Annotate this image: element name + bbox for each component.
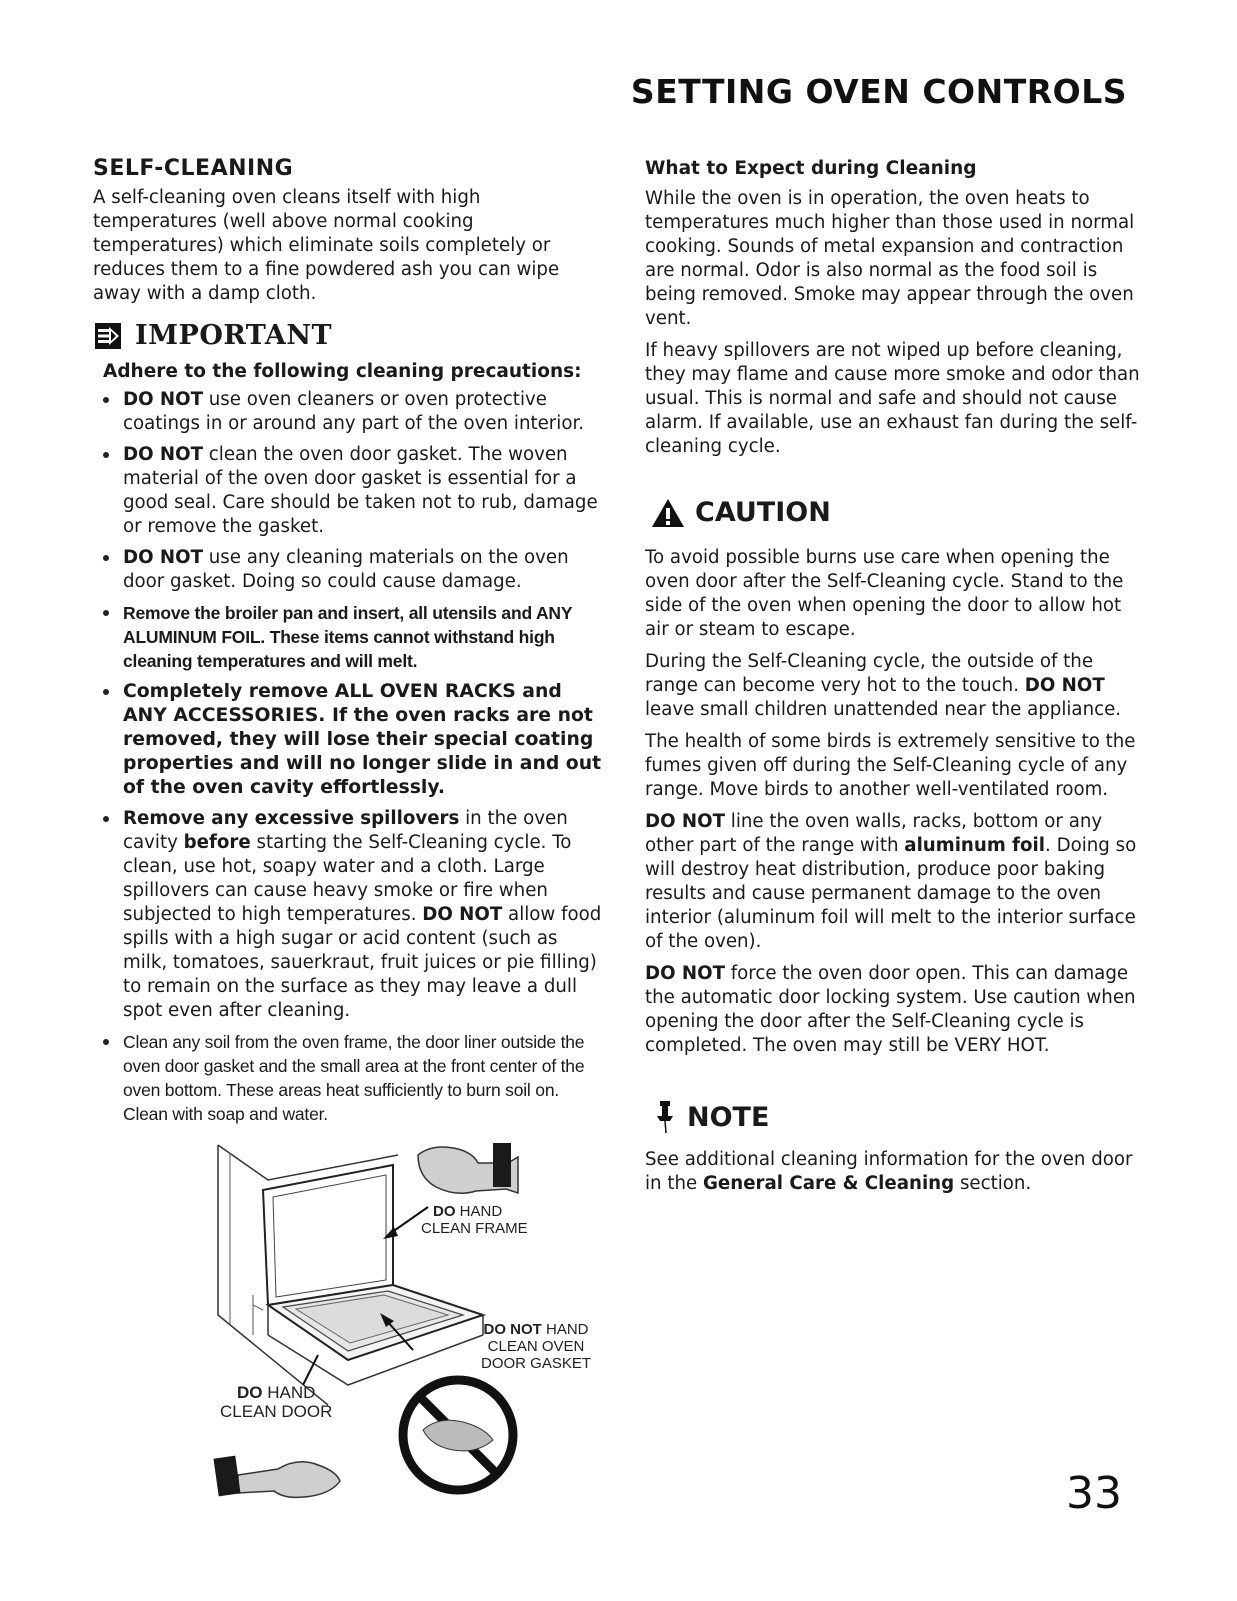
oven-drawing: [208, 1135, 598, 1505]
caution-label: CAUTION: [695, 497, 831, 528]
precautions-list: [101, 388, 603, 1126]
label-not-clean-gasket: DO NOT HAND CLEAN OVEN DOOR GASKET: [481, 1321, 592, 1372]
list-item: Completely remove ALL OVEN RACKS and ANY ACCESSORIES. If the oven racks are not removed, they will lose their special coating properties and will no longer slide in and out of the oven cavity effortlessly.: [101, 680, 603, 800]
caution-paragraph-2: During the Self-Cleaning cycle, the outside of the range can become very hot to the touch. DO NOT leave small children unattended near the appliance.: [645, 651, 1122, 720]
caution-triangle-icon: [651, 498, 685, 528]
important-arrow-icon: [95, 321, 125, 351]
left-column: [93, 150, 603, 1133]
oven-cleaning-illustration: [208, 1135, 598, 1505]
label-hand-clean-frame: DO HAND CLEAN FRAME: [421, 1203, 528, 1237]
page-number: 33: [1066, 1468, 1122, 1519]
label-hand-clean-door: DO HAND CLEAN DOOR: [220, 1383, 333, 1421]
self-cleaning-heading: SELF-CLEANING: [93, 156, 294, 181]
important-header: [95, 320, 603, 351]
list-item: DO NOT clean the oven door gasket. The woven material of the oven door gasket is essential for a good seal. Care should be taken not to rub, damage or remove the gasket.: [101, 443, 603, 539]
note-label: NOTE: [687, 1101, 770, 1133]
note-paragraph: See additional cleaning information for the oven door in the General Care & Cleaning section.: [645, 1149, 1133, 1194]
caution-paragraph-3: The health of some birds is extremely sensitive to the fumes given off during the Self-Cleaning cycle of any range. Move birds to another well-ventilated room.: [645, 731, 1136, 800]
caution-header: [651, 497, 1150, 528]
what-to-expect-heading: What to Expect during Cleaning: [645, 158, 977, 179]
list-item: DO NOT use any cleaning materials on the oven door gasket. Doing so could cause damage.: [101, 546, 603, 594]
important-label: IMPORTANT: [135, 320, 333, 351]
expect-paragraph-1: While the oven is in operation, the oven heats to temperatures much higher than those used in normal cooking. Sounds of metal expansion and contraction are normal. Odor is also normal as the food soil is being removed. Smoke may appear through the oven vent.: [645, 188, 1135, 329]
caution-paragraph-5: DO NOT force the oven door open. This can damage the automatic door locking system. Use caution when opening the door after the Self-Cleaning cycle is completed. The oven may still be VERY HOT.: [645, 963, 1136, 1056]
list-item: Remove any excessive spillovers in the oven cavity before starting the Self-Cleaning cycle. To clean, use hot, soapy water and a cloth. Large spillovers can cause heavy smoke or fire when subjected to high temperatures. DO NOT allow food spills with a high sugar or acid content (such as milk, tomatoes, sauerkraut, fruit juices or pie filling) to remain on the surface as they may leave a dull spot even after cleaning.: [101, 807, 603, 1023]
page-title: SETTING OVEN CONTROLS: [630, 72, 1127, 111]
caution-paragraph-1: To avoid possible burns use care when opening the oven door after the Self-Cleaning cycle. Stand to the side of the oven when opening the door to allow hot air or steam to escape.: [645, 547, 1124, 640]
list-item: Remove the broiler pan and insert, all utensils and ANY ALUMINUM FOIL. These items cannot withstand high cleaning temperatures and will melt.: [101, 601, 603, 673]
self-cleaning-intro: A self-cleaning oven cleans itself with high temperatures (well above normal cooking temperatures) which eliminate soils completely or reduces them to a fine powdered ash you can wipe away with a damp cloth.: [93, 187, 560, 304]
right-column: [645, 150, 1150, 1204]
precautions-heading: Adhere to the following cleaning precautions:: [103, 361, 582, 382]
list-item: Clean any soil from the oven frame, the door liner outside the oven door gasket and the small area at the front center of the oven bottom. These areas heat sufficiently to burn soil on. Clean with soap and water.: [101, 1030, 603, 1126]
caution-paragraph-4: DO NOT line the oven walls, racks, bottom or any other part of the range with aluminum foil. Doing so will destroy heat distribution, produce poor baking results and cause permanent damage to the oven interior (aluminum foil will melt to the interior surface of the oven).: [645, 811, 1137, 952]
list-item: DO NOT use oven cleaners or oven protective coatings in or around any part of the oven interior.: [101, 388, 603, 436]
pushpin-icon: [655, 1100, 677, 1134]
note-header: [655, 1100, 1150, 1134]
expect-paragraph-2: If heavy spillovers are not wiped up before cleaning, they may flame and cause more smoke and odor than usual. This is normal and safe and should not cause alarm. If available, use an exhaust fan during the self-cleaning cycle.: [645, 340, 1140, 457]
